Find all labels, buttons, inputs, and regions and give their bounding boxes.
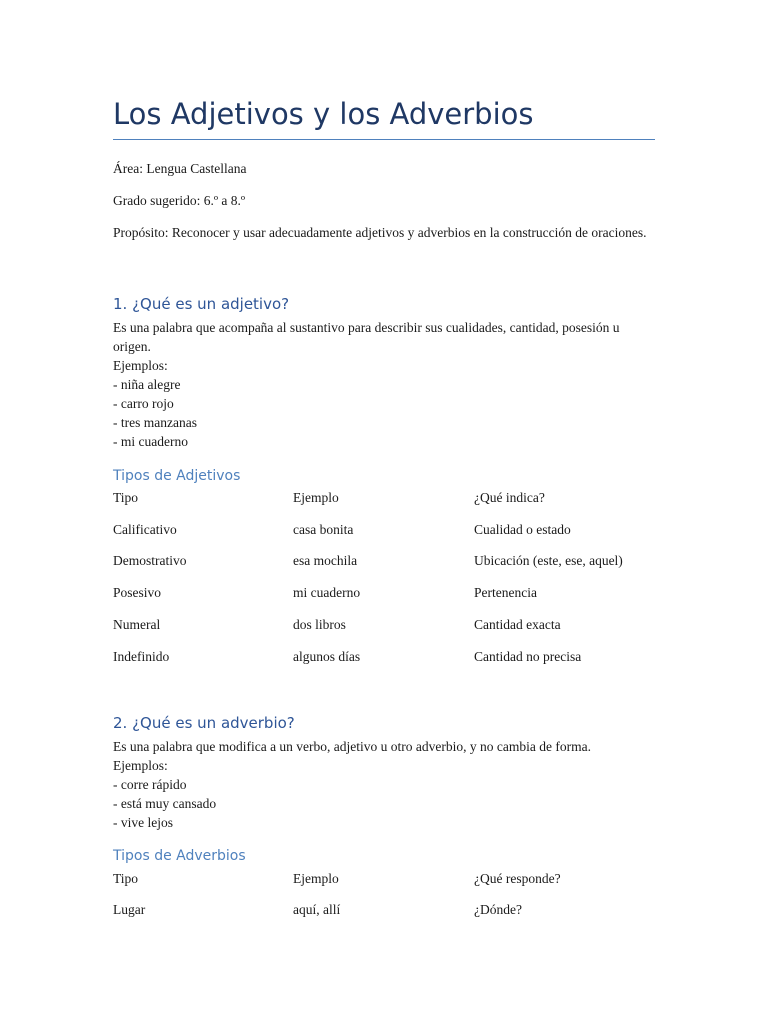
table-row <box>113 647 673 667</box>
table-row <box>113 583 673 603</box>
adverb-definition: Es una palabra que modifica a un verbo, adjetivo u otro adverbio, y no cambia de forma. <box>113 739 591 754</box>
table-cell: Demostrativo <box>113 553 187 568</box>
section2-heading: 2. ¿Qué es un adverbio? <box>113 714 295 732</box>
table-cell: Indefinido <box>113 649 170 664</box>
table-header-cell: ¿Qué responde? <box>474 871 561 886</box>
table-cell: Pertenencia <box>474 585 537 600</box>
table-cell: esa mochila <box>293 553 358 568</box>
table-cell: Cantidad exacta <box>474 617 561 632</box>
table-cell: ¿Dónde? <box>474 902 522 917</box>
table-cell: Calificativo <box>113 522 177 537</box>
table-row <box>113 900 673 920</box>
table-cell: algunos días <box>293 649 361 664</box>
table-cell: mi cuaderno <box>293 585 361 600</box>
grade-line: Grado sugerido: 6.º a 8.º <box>113 193 246 208</box>
examples-label: Ejemplos: <box>113 358 168 373</box>
table-cell: Cantidad no precisa <box>474 649 582 664</box>
table-cell: casa bonita <box>293 522 354 537</box>
adjective-definition: Es una palabra que acompaña al sustantivo para describir sus cualidades, cantidad, posesión u origen. <box>113 320 620 354</box>
section1-heading: 1. ¿Qué es un adjetivo? <box>113 295 290 313</box>
table-cell: aquí, allí <box>293 902 341 917</box>
table-row <box>113 551 673 571</box>
purpose-paragraph: Propósito: Reconocer y usar adecuadamente adjetivos y adverbios en la construcción de oraciones. <box>113 225 647 240</box>
list-item: - carro rojo <box>113 396 174 411</box>
title-rule <box>113 139 655 140</box>
table-cell: dos libros <box>293 617 346 632</box>
table-cell: Posesivo <box>113 585 162 600</box>
table-header-cell: Ejemplo <box>293 490 339 505</box>
section1-body <box>113 318 658 451</box>
table-header-cell: Tipo <box>113 871 139 886</box>
table-header-row <box>113 869 673 889</box>
adverb-table-title: Tipos de Adverbios <box>113 848 246 864</box>
table-cell: Ubicación (este, ese, aquel) <box>474 553 623 568</box>
examples-label: Ejemplos: <box>113 758 168 773</box>
table-row <box>113 520 673 540</box>
list-item: - niña alegre <box>113 377 181 392</box>
list-item: - vive lejos <box>113 815 173 830</box>
list-item: - está muy cansado <box>113 796 217 811</box>
table-header-row <box>113 488 673 508</box>
table-cell: Numeral <box>113 617 161 632</box>
table-header-cell: Tipo <box>113 490 139 505</box>
list-item: - corre rápido <box>113 777 187 792</box>
table-row <box>113 615 673 635</box>
table-header-cell: ¿Qué indica? <box>474 490 545 505</box>
table-cell: Lugar <box>113 902 146 917</box>
list-item: - mi cuaderno <box>113 434 188 449</box>
adjective-table-title: Tipos de Adjetivos <box>113 468 241 484</box>
table-header-cell: Ejemplo <box>293 871 339 886</box>
area-line: Área: Lengua Castellana <box>113 161 247 176</box>
list-item: - tres manzanas <box>113 415 197 430</box>
section2-body <box>113 737 658 832</box>
document-title: Los Adjetivos y los Adverbios <box>113 97 534 131</box>
table-cell: Cualidad o estado <box>474 522 571 537</box>
